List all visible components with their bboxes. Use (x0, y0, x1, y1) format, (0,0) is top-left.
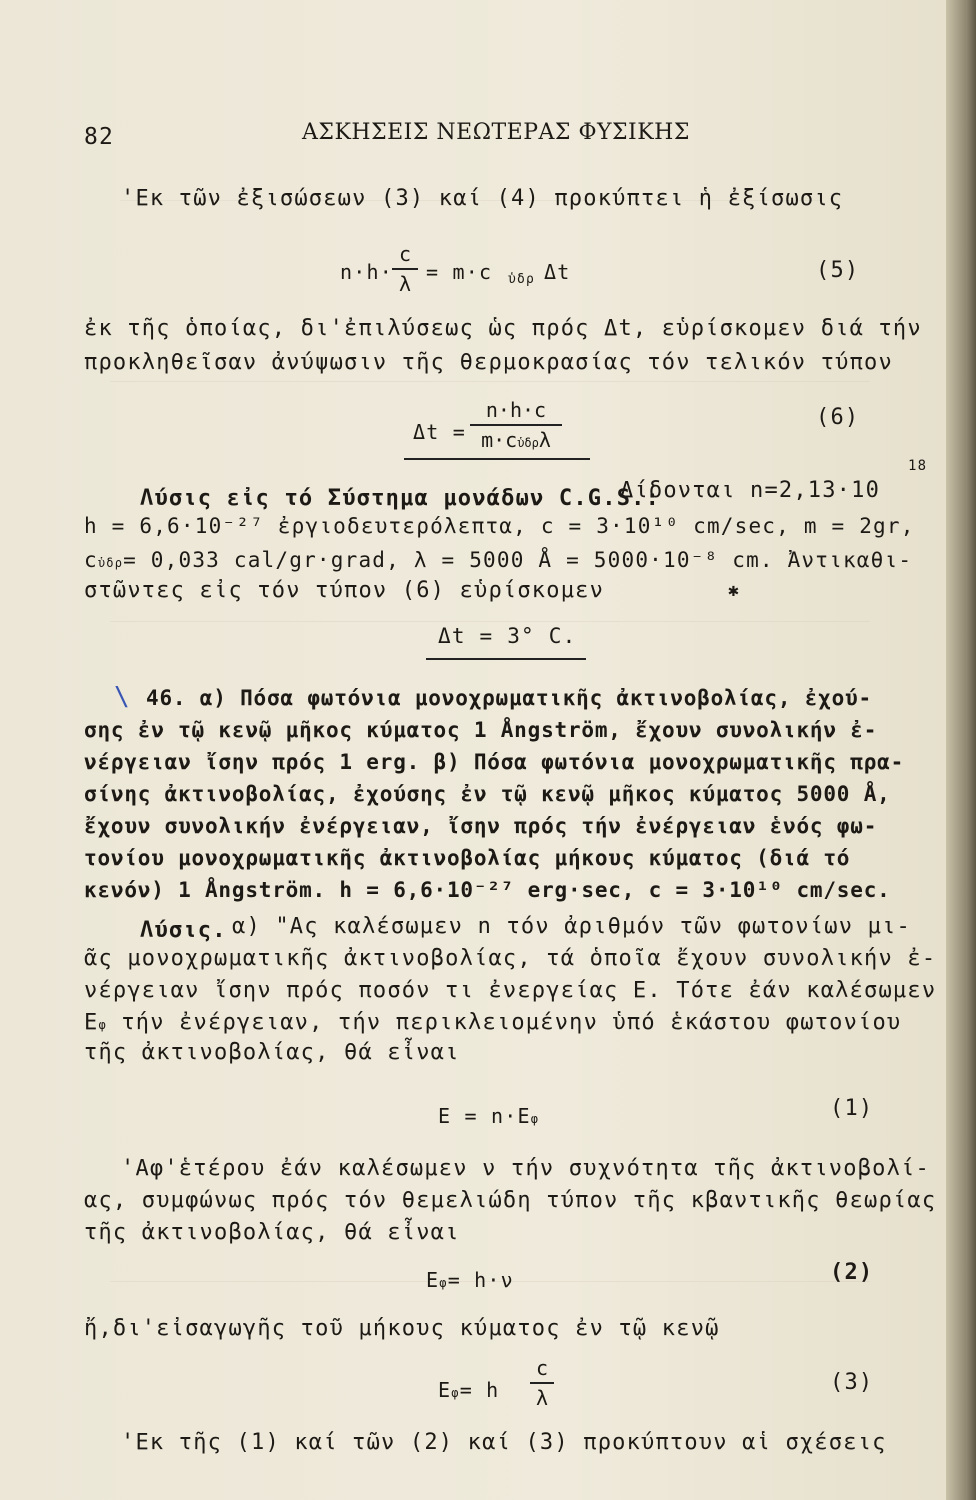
text-line: ᾶς μονοχρωματικῆς ἀκτινοβολίας, τά ὁποῖα ἔχουν συνολικήν ἐ- (84, 946, 937, 971)
text-line: Εφ τήν ἐνέργειαν, τήν περικλειομένην ὑπό ἑκάστου φωτονίου (84, 1010, 902, 1035)
running-title: ΑΣΚΗΣΕΙΣ ΝΕΩΤΕΡΑΣ ΦΥΣΙΚΗΣ (302, 120, 690, 145)
handwritten-mark: ✱ (728, 580, 739, 601)
book-spine-shadow (946, 0, 976, 1500)
exercise-line: 46. α) Πόσα φωτόνια μονοχρωματικῆς ἀκτινοβολίας, ἐχού- (146, 686, 872, 710)
exercise-line: σης ἐν τῷ κενῷ μῆκος κύματος 1 Ångström, ἔχουν συνολικήν ἐ- (84, 718, 878, 742)
text-line: 'Εκ τῶν ἐξισώσεων (3) καί (4) προκύπτει ἡ ἐξίσωσις (121, 186, 844, 211)
text-line: cὑδρ= 0,033 cal/gr·grad, λ = 5000 Å = 5000·10⁻⁸ cm. Ἀντικαθι- (84, 548, 913, 572)
equation-number: (2) (830, 1260, 874, 1285)
text-line: τῆς ἀκτινοβολίας, θά εἶναι (84, 1220, 460, 1245)
result-equation: Δt = 3° C. (438, 624, 577, 648)
text-line: 'Αφ'ἑτέρου ἐάν καλέσωμεν ν τήν συχνότητα τῆς ἀκτινοβολί- (121, 1156, 930, 1181)
exercise-line: ἔχουν συνολικήν ἐνέργειαν, ἴσην πρός τήν ἐνέργειαν ἑνός φω- (84, 814, 878, 838)
book-page: 82 ΑΣΚΗΣΕΙΣ ΝΕΩΤΕΡΑΣ ΦΥΣΙΚΗΣ 'Εκ τῶν ἐξισώσεων (3) καί (4) προκύπτει ἡ ἐξίσωσις n·h· $\frac{c}{\lambda}$ = m·c ὑδρ Δt (5) ἐκ τῆς ὁποίας, δι'ἐπιλύσεως ὡς πρός Δt, εὑρίσκομεν διά τήν προκληθεῖσαν ἀνύψωσιν τῆς θερμοκρασίας τόν τελικόν τύπον Δt = n·h·c m·cὑδρλ (6) Λύσις εἰς τό Σύστημα μονάδων C.G.S.: Δίδονται n=2,13·10 18 h = 6,6·10⁻²⁷ ἐργιοδευτερόλεπτα, c = 3·10¹⁰ cm/sec, m = 2gr, cὑδρ= 0,033 cal/gr·grad, λ = 5000 Å = 5000·10⁻⁸ cm. Ἀντικαθι- στῶντες εἰς τόν τύπον (6) εὑρίσκομεν ✱ Δt = 3° C. \ 46. α) Πόσα φωτόνια μονοχρωματικῆς ἀκτινοβολίας, ἐχού- σης ἐν τῷ κενῷ μῆκος κύματος 1 Ångström, ἔχουν συνολικήν ἐ- νέργειαν ἴσην πρός 1 erg. β) Πόσα φωτόνια μονοχρωματικῆς πρα- σίνης ἀκτινοβολίας, ἐχούσης ἐν τῷ κενῷ μῆκος κύματος 5000 Å, ἔχουν συνολικήν ἐνέργειαν, ἴσην πρός τήν ἐνέργειαν ἑνός φω- τονίου μονοχρωματικῆς ἀκτινοβολίας μήκους κύματος (διά τό κενόν) 1 Ångström. h = 6,6·10⁻²⁷ erg·sec, c = 3·10¹⁰ cm/sec. Λύσις. α) "Ας καλέσωμεν n τόν ἀριθμόν τῶν φωτονίων μι- ᾶς μονοχρωματικῆς ἀκτινοβολίας, τά ὁποῖα ἔχουν συνολικήν ἐ- νέργειαν ἴσην πρός ποσόν τι ἐνεργείας Ε. Τότε ἐάν καλέσωμεν Εφ τήν ἐνέργειαν, τήν περικλειομένην ὑπό ἑκάστου φωτονίου τῆς ἀκτινοβολίας, θά εἶναι E = n·Eφ (1) 'Αφ'ἑτέρου ἐάν καλέσωμεν ν τήν συχνότητα τῆς ἀκτινοβολί- ας, συμφώνως πρός τόν θεμελιώδη τύπον τῆς κβαντικῆς θεωρίας τῆς ἀκτινοβολίας, θά εἶναι Eφ= h·ν (2) ἤ,δι'εἰσαγωγῆς τοῦ μήκους κύματος ἐν τῷ κενῷ Eφ= h $\frac{c}{\lambda}$ (3) 'Εκ τῆς (1) καί τῶν (2) καί (3) προκύπτουν αἱ σχέσεις (0, 0, 946, 1500)
text-line: α) "Ας καλέσωμεν n τόν ἀριθμόν τῶν φωτονίων μι- (232, 914, 911, 939)
text-line: ας, συμφώνως πρός τόν θεμελιώδη τύπον τῆς κβαντικῆς θεωρίας (84, 1188, 937, 1213)
text-line: Δίδονται n=2,13·10 (620, 478, 881, 503)
text-line: 'Εκ τῆς (1) καί τῶν (2) καί (3) προκύπτουν αἱ σχέσεις (121, 1430, 887, 1455)
superscript: 18 (908, 458, 928, 474)
text-line: προκληθεῖσαν ἀνύψωσιν τῆς θερμοκρασίας τόν τελικόν τύπον (84, 350, 893, 375)
text-line: ἐκ τῆς ὁποίας, δι'ἐπιλύσεως ὡς πρός Δt, εὑρίσκομεν διά τήν (84, 316, 922, 341)
equation-number: (6) (816, 405, 860, 430)
text-line: ἤ,δι'εἰσαγωγῆς τοῦ μήκους κύματος ἐν τῷ κενῷ (84, 1316, 720, 1341)
exercise-line: σίνης ἀκτινοβολίας, ἐχούσης ἐν τῷ κενῷ μῆκος κύματος 5000 Å, (84, 782, 891, 806)
exercise-line: νέργειαν ἴσην πρός 1 erg. β) Πόσα φωτόνια μονοχρωματικῆς πρα- (84, 750, 905, 774)
pen-mark: \ (114, 682, 130, 712)
solution-heading: Λύσις. (140, 918, 227, 943)
equation-number: (5) (816, 258, 860, 283)
bleed-through-text (110, 620, 870, 622)
equation-number: (3) (830, 1370, 874, 1395)
exercise-line: τονίου μονοχρωματικῆς ἀκτινοβολίας μήκους κύματος (διά τό (84, 846, 851, 870)
text-line: στῶντες εἰς τόν τύπον (6) εὑρίσκομεν (84, 578, 605, 603)
equation-number: (1) (830, 1096, 874, 1121)
text-line: h = 6,6·10⁻²⁷ ἐργιοδευτερόλεπτα, c = 3·10¹⁰ cm/sec, m = 2gr, (84, 514, 915, 538)
solution-heading: Λύσις εἰς τό Σύστημα μονάδων C.G.S.: (140, 486, 661, 511)
page-number: 82 (84, 124, 115, 150)
equation-2: Eφ= h·ν (426, 1268, 514, 1292)
text-line: τῆς ἀκτινοβολίας, θά εἶναι (84, 1040, 460, 1065)
equation-1: E = n·Eφ (438, 1104, 540, 1128)
divider-rule (404, 458, 590, 460)
bleed-through-text (110, 380, 870, 382)
divider-rule (426, 658, 586, 660)
exercise-line: κενόν) 1 Ångström. h = 6,6·10⁻²⁷ erg·sec, c = 3·10¹⁰ cm/sec. (84, 878, 891, 902)
text-line: νέργειαν ἴσην πρός ποσόν τι ἐνεργείας Ε. Τότε ἐάν καλέσωμεν (84, 978, 937, 1003)
